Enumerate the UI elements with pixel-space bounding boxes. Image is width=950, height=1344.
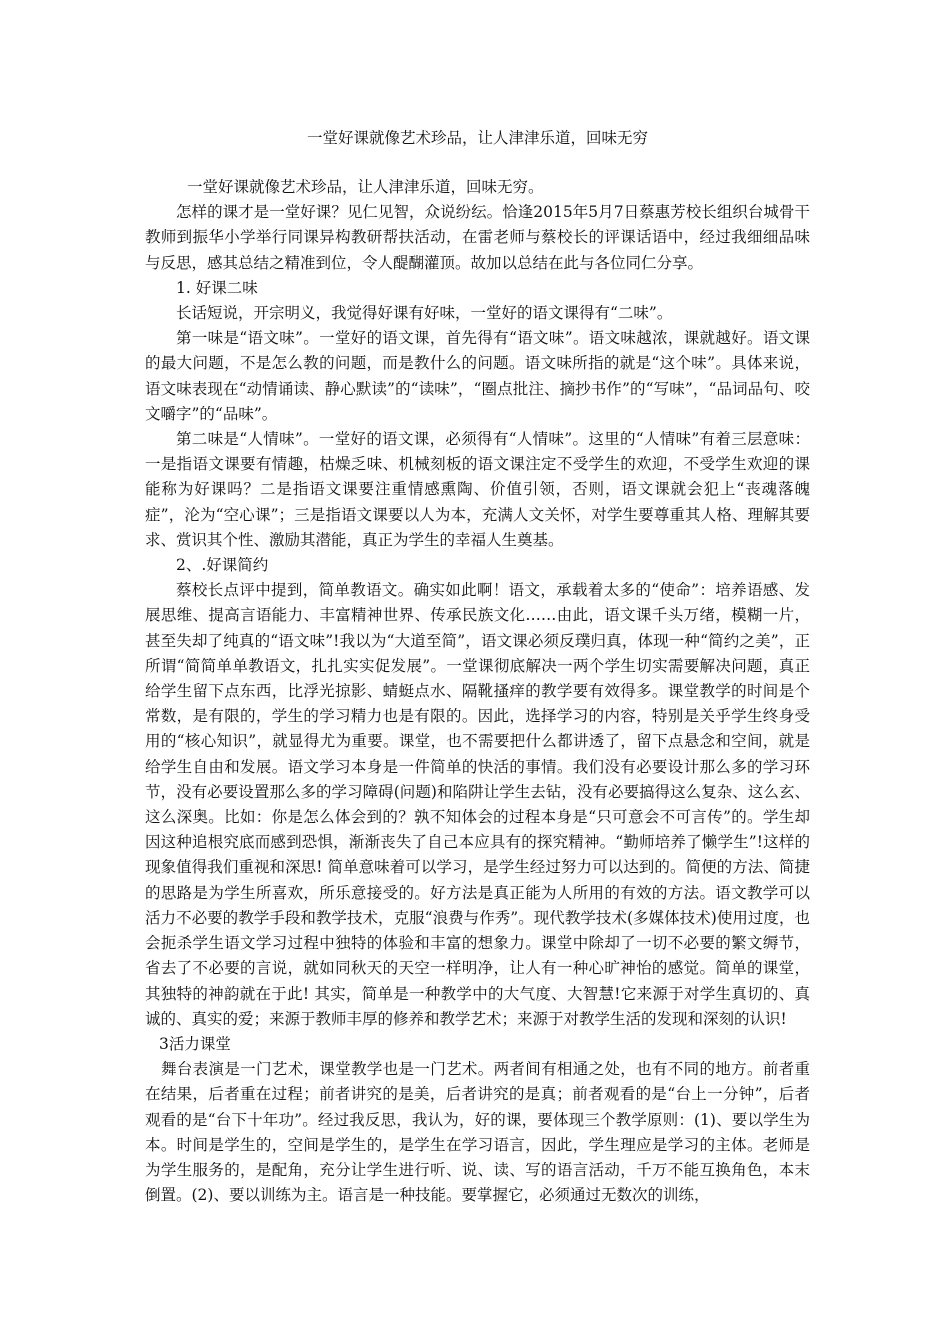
document-body [145,175,810,1208]
section-heading-2: 2、.好课简约 [176,556,269,575]
vitality-paragraph: 舞台表演是一门艺术，课堂教学也是一门艺术。两者间有相通之处，也有不同的地方。前者重在结果，后者重在过程；前者讲究的是美，后者讲究的是真；前者观看的是“台上一分钟”，后者观看的是“台下十年功”。经过我反思，我认为，好的课，要体现三个教学原则：(1)、要以学生为本。时间是学生的，空间是学生的，是学生在学习语言，因此，学生理应是学习的主体。老师是为学生服务的，是配角，充分让学生进行听、说、读、写的语言活动，千万不能互换角色，本末倒置。(2)、要以训练为主。语言是一种技能。要掌握它，必须通过无数次的训练， [145,1060,810,1205]
section-1-intro-paragraph: 长话短说，开宗明义，我觉得好课有好味，一堂好的语文课得有“二味”。 [176,304,673,323]
section-heading-1: 1. 好课二味 [176,278,258,297]
background-paragraph: 怎样的课才是一堂好课？见仁见智，众说纷纭。恰逢2015年5月7日蔡惠芳校长组织台城骨干教师到振华小学举行同课异构教研帮扶活动，在雷老师与蔡校长的评课话语中，经过我细细品味与反思，感其总结之精准到位，令人醍醐灌顶。故加以总结在此与各位同仁分享。 [145,203,810,272]
section-heading-3: 3活力课堂 [159,1034,231,1053]
second-flavor-paragraph: 第二味是“人情味”。一堂好的语文课，必须得有“人情味”。这里的“人情味”有着三层意味：一是指语文课要有情趣，枯燥乏味、机械刻板的语文课注定不受学生的欢迎，不受学生欢迎的课能称为好课吗？二是指语文课要注重情感熏陶、价值引领，否则，语文课就会犯上“丧魂落魄症”，沦为“空心课”；三是指语文课要以人为本，充满人文关怀，对学生要尊重其人格、理解其要求、赏识其个性、激励其潜能，真正为学生的幸福人生奠基。 [145,430,810,549]
first-flavor-paragraph: 第一味是“语文味”。一堂好的语文课，首先得有“语文味”。语文味越浓，课就越好。语文课的最大问题，不是怎么教的问题，而是教什么的问题。语文味所指的就是“这个味”。具体来说，语文味表现在“动情诵读、静心默读”的“读味”，“圈点批注、摘抄书作”的“写味”，“品词品句、咬文嚼字”的“品味”。 [145,329,810,423]
simplicity-paragraph: 蔡校长点评中提到，简单教语文。确实如此啊！语文，承载着太多的“使命”：培养语感、发展思维、提高言语能力、丰富精神世界、传承民族文化……由此，语文课千头万绪，模糊一片，甚至失却了纯真的“语文味”!我以为“大道至简”，语文课必须反璞归真，体现一种“简约之美”，正所谓“简简单单教语文，扎扎实实促发展”。一堂课彻底解决一两个学生切实需要解决问题，真正给学生留下点东西，比浮光掠影、蜻蜓点水、隔靴搔痒的教学要有效得多。课堂教学的时间是个常数，是有限的，学生的学习精力也是有限的。因此，选择学习的内容，特别是关乎学生终身受用的“核心知识”，就显得尤为重要。课堂，也不需要把什么都讲透了，留下点悬念和空间，就是给学生自由和发展。语文学习本身是一件简单的快活的事情。我们没有必要设计那么多的学习环节，没有必要设置那么多的学习障碍(问题)和陷阱让学生去钻，没有必要搞得这么复杂、这么玄、这么深奥。比如：你是怎么体会到的？孰不知体会的过程本身是“只可意会不可言传”的。学生却因这种追根究底而感到恐惧，渐渐丧失了自己本应具有的探究精神。“勤师培养了懒学生”!这样的现象值得我们重视和深思! 简单意味着可以学习，是学生经过努力可以达到的。简便的方法、简捷的思路是为学生所喜欢，所乐意接受的。好方法是真正能为人所用的有效的方法。语文教学可以活力不必要的教学手段和教学技术，克服“浪费与作秀”。现代教学技术(多媒体技术)使用过度，也会扼杀学生语文学习过程中独特的体验和丰富的想象力。课堂中除却了一切不必要的繁文缛节，省去了不必要的言说，就如同秋天的天空一样明净，让人有一种心旷神怡的感觉。简单的课堂，其独特的神韵就在于此! 其实，简单是一种教学中的大气度、大智慧!它来源于对学生真切的、真诚的、真实的爱；来源于教师丰厚的修养和教学艺术；来源于对教学生活的发现和深刻的认识! [145,581,810,1028]
document-title: 一堂好课就像艺术珍品，让人津津乐道，回味无穷 [306,129,648,147]
intro-paragraph: 一堂好课就像艺术珍品，让人津津乐道，回味无穷。 [187,178,544,196]
